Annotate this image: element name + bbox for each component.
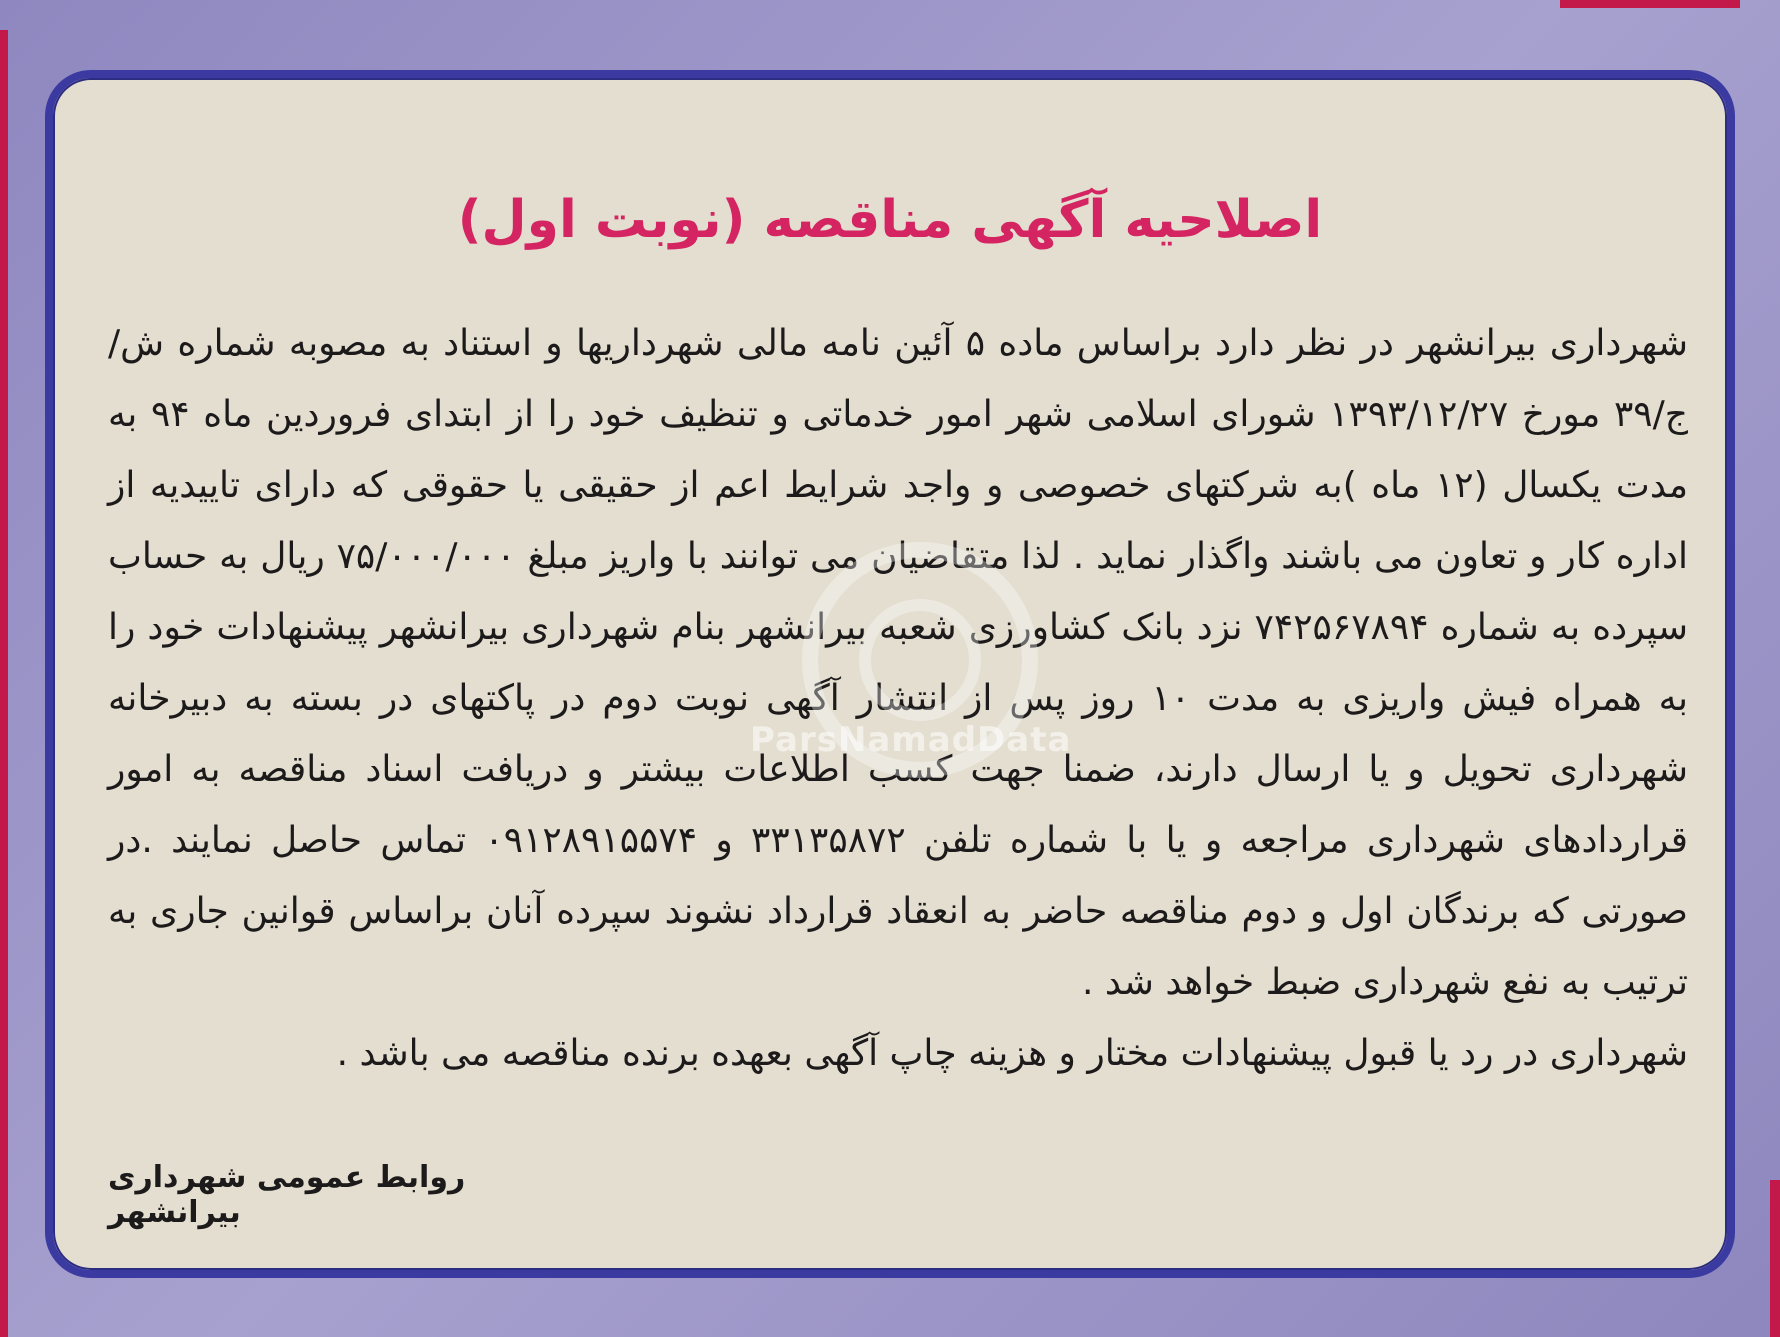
- notice-title: اصلاحیه آگهی مناقصه (نوبت اول): [457, 190, 1323, 250]
- left-red-edge: [0, 30, 8, 1337]
- notice-signature: روابط عمومی شهرداری بیرانشهر: [108, 1160, 466, 1230]
- notice-closing: شهرداری در رد یا قبول پیشنهادات مختار و هزینه چاپ آگهی بعهده برنده مناقصه می باشد .: [336, 1033, 1688, 1074]
- notice-body-paragraph: شهرداری بیرانشهر در نظر دارد براساس ماده ۵ آئین نامه مالی شهرداریها و استناد به مصوبه شماره ش/ج/۳۹ مورخ ۱۳۹۳/۱۲/۲۷ شورای اسلامی شهر امور خدماتی و تنظیف خود را از ابتدای فروردین ماه ۹۴ به مدت یکسال (۱۲ ماه )به شرکتهای خصوصی و واجد شرایط اعم از حقیقی یا حقوقی که دارای تاییدیه از اداره کار و تعاون می باشند واگذار نماید . لذا متقاضیان می توانند با واریز مبلغ ۷۵/۰۰۰/۰۰۰ ریال به حساب سپرده به شماره ۷۴۲۵۶۷۸۹۴ نزد بانک کشاورزی شعبه بیرانشهر بنام شهرداری بیرانشهر پیشنهادات خود را به همراه فیش واریزی به مدت ۱۰ روز پس از انتشار آگهی نوبت دوم در پاکتهای در بسته به دبیرخانه شهرداری تحویل و یا ارسال دارند، ضمنا جهت کسب اطلاعات بیشتر و دریافت اسناد مناقصه به امور قراردادهای شهرداری مراجعه و یا با شماره تلفن ۳۳۱۳۵۸۷۲ و ۰۹۱۲۸۹۱۵۵۷۴ تماس حاصل نمایند .در صورتی که برندگان اول و دوم مناقصه حاضر به انعقاد قرارداد نشوند سپرده آنان براساس قوانین جاری به ترتیب به نفع شهرداری ضبط خواهد شد .: [108, 323, 1689, 1003]
- watermark-logo: [690, 520, 1150, 820]
- right-red-edge: [1770, 1180, 1780, 1337]
- top-red-edge: [1560, 0, 1740, 8]
- watermark-core: [865, 605, 975, 715]
- watermark-text: ParsNamadData: [750, 720, 1072, 760]
